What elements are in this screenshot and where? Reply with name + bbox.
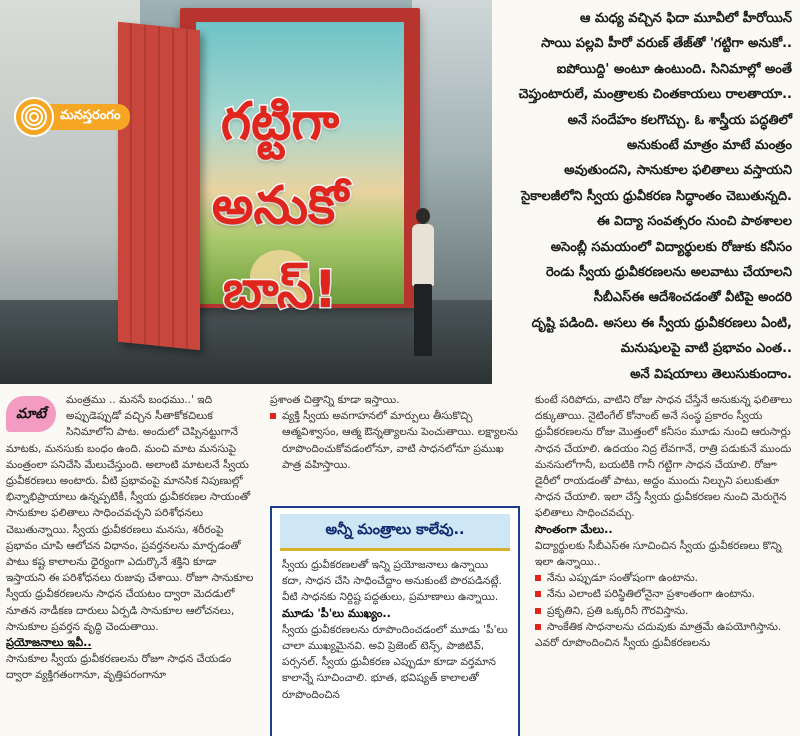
intro-line: ఈ విద్యా సంవత్సరం నుంచి పాఠశాలల xyxy=(596,214,792,230)
brain-spiral-icon xyxy=(14,97,54,137)
headline-line-3: బాస్! xyxy=(222,260,338,320)
intro-line: సాయి పల్లవి హీరో వరుణ్ తేజ్‌తో 'గట్టిగా అనుకో.. xyxy=(541,36,792,52)
standing-person-figure xyxy=(408,208,438,358)
intro-line: అనుకుంటే మాత్రం మాటే మంత్రం xyxy=(626,138,792,154)
list-item: వ్యక్తి స్వీయ అవగాహనలో మార్పులు తీసుకొచ్చి ఆత్మవిశ్వాసం, ఆత్మ ఔన్నత్యాలను పెంచుతాయి. లక్ష్యాలను రూపొందించుకోవడంలోనూ, వాటి సాధనలోనూ ప్రముఖ పాత్ర వహిస్తాయి. xyxy=(270,408,520,473)
bullet-list xyxy=(270,408,520,473)
paragraph: ఎవరో రూపొందించిన స్వీయ ధ్రువీకరణలను xyxy=(535,637,711,650)
section-badge-label: మనస్తరంగం xyxy=(48,104,130,130)
box-title: అన్నీ మంత్రాలు కాలేవు.. xyxy=(280,514,510,551)
intro-line: సైకాలజీలోని స్వీయ ధ్రువీకరణ సిద్ధాంతం చెబుతున్నది. xyxy=(521,188,792,204)
list-item: సాంకేతిక సాధనాలను చదువుకు మాత్రమే ఉపయోగిస్తాను. xyxy=(535,619,793,635)
headline-line-2: అనుకో xyxy=(211,176,349,236)
paragraph: సానుకూల స్వీయ ధ్రువీకరణలను రోజూ సాధన చేయడం ద్వారా వ్యక్తిగతంగానూ, వృత్తిపరంగానూ xyxy=(6,653,232,682)
intro-line: ఆ మధ్య వచ్చిన ఫిదా మూవీలో హీరోయిన్ xyxy=(580,11,792,26)
headline xyxy=(150,80,410,332)
paragraph: కుంటే సరిపోదు, వాటిని రోజు సాధన చేస్తేనే అనుకున్న ఫలితాలు దక్కుతాయి. నైటింగేల్ కోనాంట్ అనే సంస్థ ప్రకారం స్వీయ ధ్రువీకరణలను రోజు మొత్తంలో కనీసం మూడు నుంచి ఆరుసార్లు సాధన చేయాలి. ఉదయం నిద్ర లేవగానే, రాత్రి పడుకునే ముందు మనసులోగానీ, బయటికి గానీ గట్టిగా సాధన చేయాలి. రోజూ డైరీలో రాయడంతో పాటు, అద్దం ముందు నిల్చుని పలుకుతూ సాధన చేయాలి. ఇలా చేస్తే స్వీయ ధ్రువీకరణల నుంచి మెరుగైన ఫలితాలు సాధించవచ్చు. xyxy=(535,394,792,520)
list-item: నేను ఎలాంటి పరిస్థితిలోనైనా ప్రశాంతంగా ఉంటాను. xyxy=(535,586,793,602)
sidebar-box xyxy=(270,506,520,736)
paragraph: మంత్రము .. మనసే బంధము..' ఇది అప్పుడెప్పుడో వచ్చిన సీతాకోకచిలుక సినిమాలోని పాట. అందులో చెప్పినట్టుగానే మాటకు, మనసుకు బంధం ఉంది. మంచి మాట మనసుపై మంత్రంలా పనిచేసి మేలుచేస్తుంది. అలాంటి మాటలనే స్వీయ ధ్రువీకరణలు అంటారు. వీటి ప్రభావంపై మానసిక నిపుణుల్లో భిన్నాభిప్రాయాలు ఉన్నప్పటికీ, స్వీయ ధ్రువీకరణల సాయంతో సానుకూల ఫలితాలు సాధించవచ్చని పరిశోధనలు చెబుతున్నాయి. స్వీయ ధ్రువీకరణలు మనసు, శరీరంపై ప్రభావం చూపి ఆలోచన విధానం, ప్రవర్తనలను మార్చడంతో పాటు కష్ట కాలాలను ధైర్యంగా ఎదుర్కొనే శక్తిని కూడా ఇస్తాయని ఈ పరిశోధనలు రుజువు చేశాయి. రోజూ సానుకూల స్వీయ ధ్రువీకరణలను సాధన చేయటం ద్వారా మెదడులో నూతన నాడీకణ దారులు ఏర్పడి సానుకూల ఆలోచనలు, సానుకూల ప్రవర్తన వృద్ధి చెందుతాయి. xyxy=(6,394,254,633)
intro-line: అనే విషయాలు తెలుసుకుందాం. xyxy=(630,366,792,382)
list-item: ప్రకృతిని, ప్రతి ఒక్కరినీ గౌరవిస్తాను. xyxy=(535,603,793,619)
hero-illustration xyxy=(0,0,492,384)
intro-line: రెండు స్వీయ ధ్రువీకరణలను అలవాటు చేయాలని xyxy=(545,265,792,281)
intro-line: మనుషులపై వాటి ప్రభావం ఎంత.. xyxy=(620,341,792,357)
intro-line: దృష్టి పడింది. అసలు ఈ స్వీయ ధ్రువీకరణలు ఏంటి, xyxy=(531,315,792,331)
quote-word: మాటే xyxy=(6,396,56,432)
bullet-list xyxy=(535,570,793,635)
intro-text xyxy=(500,6,792,387)
section-badge xyxy=(14,97,130,137)
article-column-2 xyxy=(270,392,520,473)
paragraph: విద్యార్థులకు సీబీఎస్‌ఈ సూచించిన స్వీయ ధ్రువీకరణలు కొన్ని ఇలా ఉన్నాయి.. xyxy=(535,539,782,569)
paragraph: స్వీయ ధ్రువీకరణలతో ఇన్ని ప్రయోజనాలు ఉన్నాయి కదా, సాధన చేసి సాధించేద్దాం అనుకుంటే పొరపడినట్లే. వీటి సాధనకు నిర్దిష్ట పద్ధతులు, ప్రమాణాలు ఉన్నాయి. xyxy=(282,559,502,604)
box-body xyxy=(272,551,518,703)
intro-line: అసెంబ్లీ సమయంలో విద్యార్థులకు రోజుకు కనీసం xyxy=(550,239,792,255)
box-subhead: మూడు 'పీ'లు ముఖ్యం.. xyxy=(282,606,391,620)
subhead-self-help: సొంతంగా మేలు.. xyxy=(535,522,613,536)
paragraph: స్వీయ ధ్రువీకరణలను రూపొందించడంలో మూడు 'పీ'లు చాలా ముఖ్యమైనవి. అవి ప్రెజెంట్ టెన్స్, పాజిటివ్, పర్సనల్. స్వీయ ధ్రువీకరణ ఎప్పుడూ కూడా వర్తమాన కాలాన్నే సూచించాలి. భూత, భవిష్యత్ కాలాలతో రూపొందించిన xyxy=(282,623,508,701)
article-column-1 xyxy=(6,392,254,684)
intro-line: ఐపోయిద్ది' అంటూ ఉంటుంది. సినిమాల్లో అంతే xyxy=(556,61,792,77)
subhead-benefits: ప్రయోజనాలు ఇవీ.. xyxy=(6,636,92,650)
headline-line-1: గట్టిగా xyxy=(220,92,340,152)
quote-bubble xyxy=(6,392,60,436)
list-item: నేను ఎప్పుడూ సంతోషంగా ఉంటాను. xyxy=(535,570,793,586)
intro-line: సీబీఎస్‌ఈ ఆదేశించడంతో వీటిపై అందరి xyxy=(593,290,792,306)
intro-line: చెప్తుంటారులే, మంత్రాలకు చింతకాయలు రాలతాయా.. xyxy=(518,87,792,103)
intro-line: అనే సందేహం కలగొచ్చు. ఓ శాస్త్రీయ పద్ధతిలో xyxy=(567,112,792,128)
intro-line: అవుతుందని, సానుకూల ఫలితాలు వస్తాయని xyxy=(564,163,792,179)
article-column-3 xyxy=(535,392,793,651)
paragraph: ప్రశాంత చిత్తాన్ని కూడా ఇస్తాయి. xyxy=(270,394,400,406)
